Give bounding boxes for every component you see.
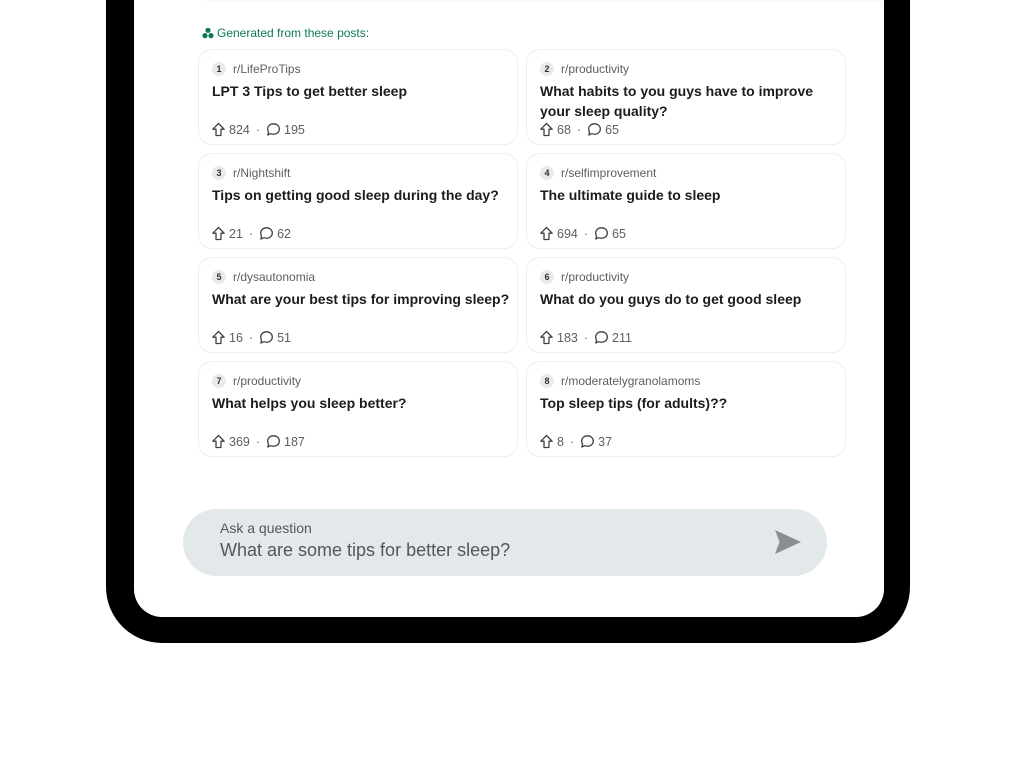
reddit-cluster-icon (202, 27, 214, 39)
post-subreddit[interactable]: r/productivity (561, 270, 630, 284)
comment-icon (259, 226, 274, 241)
post-stats (211, 122, 305, 137)
post-card-header (212, 166, 290, 180)
post-stats (539, 330, 632, 345)
post-upvotes: 824 (229, 122, 250, 137)
post-card-header (540, 270, 629, 284)
post-comments: 65 (605, 122, 619, 137)
post-subreddit[interactable]: r/productivity (233, 374, 302, 388)
post-upvotes: 694 (557, 226, 578, 241)
upvote-icon (211, 330, 226, 345)
post-card-header (540, 62, 629, 76)
post-comments: 211 (612, 330, 632, 345)
comment-icon (266, 122, 281, 137)
post-comments: 51 (277, 330, 291, 345)
post-title[interactable]: Top sleep tips (for adults)?? (540, 395, 728, 411)
post-comments: 187 (284, 434, 305, 449)
post-title[interactable]: What helps you sleep better? (212, 395, 407, 411)
stat-separator: · (576, 122, 582, 137)
upvote-icon (211, 122, 226, 137)
post-rank-badge: 7 (212, 374, 226, 388)
upvote-icon (211, 226, 226, 241)
post-stats (539, 122, 619, 137)
post-card-header (540, 374, 700, 388)
post-rank-badge: 2 (540, 62, 554, 76)
comment-icon (594, 226, 609, 241)
post-title[interactable]: What do you guys do to get good sleep (540, 291, 802, 307)
comment-icon (259, 330, 274, 345)
post-subreddit[interactable]: r/Nightshift (233, 166, 291, 180)
source-post-card[interactable] (198, 361, 518, 457)
source-post-grid (198, 49, 846, 457)
source-post-card[interactable] (526, 153, 846, 249)
send-button[interactable] (771, 527, 805, 559)
stat-separator: · (583, 226, 589, 241)
stat-separator: · (248, 330, 254, 345)
post-rank-badge: 6 (540, 270, 554, 284)
post-rank-badge: 3 (212, 166, 226, 180)
source-post-card[interactable] (526, 361, 846, 457)
post-title[interactable]: LPT 3 Tips to get better sleep (212, 83, 408, 99)
post-title[interactable]: What habits to you guys have to improve your sleep quality? (540, 83, 814, 119)
post-upvotes: 68 (557, 122, 571, 137)
stat-separator: · (569, 434, 575, 449)
source-post-card[interactable] (198, 49, 518, 145)
ask-question-box[interactable] (183, 509, 827, 576)
send-arrow-icon (773, 528, 803, 559)
post-title[interactable]: The ultimate guide to sleep (540, 187, 721, 203)
source-post-card[interactable] (198, 257, 518, 353)
post-comments: 65 (612, 226, 626, 241)
post-subreddit[interactable]: r/moderatelygranolamoms (561, 374, 701, 388)
post-upvotes: 369 (229, 434, 250, 449)
post-stats (539, 434, 612, 449)
post-comments: 62 (277, 226, 291, 241)
post-stats (539, 226, 626, 241)
ask-question-input[interactable] (220, 539, 740, 561)
post-comments: 195 (284, 122, 305, 137)
sources-heading (202, 25, 369, 41)
post-subreddit[interactable]: r/LifeProTips (233, 62, 301, 76)
app-screen (134, 0, 884, 617)
stat-separator: · (248, 226, 254, 241)
comment-icon (580, 434, 595, 449)
post-stats (211, 434, 305, 449)
ask-question-label: Ask a question (220, 520, 312, 536)
stat-separator: · (255, 122, 261, 137)
post-card-header (212, 374, 301, 388)
post-card-header (212, 270, 315, 284)
post-title[interactable]: Tips on getting good sleep during the day? (212, 187, 499, 203)
sources-heading-text: Generated from these posts: (217, 26, 370, 40)
stat-separator: · (583, 330, 589, 345)
upvote-icon (539, 122, 554, 137)
post-upvotes: 21 (229, 226, 243, 241)
comment-icon (266, 434, 281, 449)
upvote-icon (211, 434, 226, 449)
upvote-icon (539, 330, 554, 345)
post-card-header (540, 166, 656, 180)
post-comments: 37 (598, 434, 613, 449)
upvote-icon (539, 226, 554, 241)
upvote-icon (539, 434, 554, 449)
post-rank-badge: 8 (540, 374, 554, 388)
post-stats (211, 330, 291, 345)
post-stats (211, 226, 291, 241)
stat-separator: · (255, 434, 261, 449)
post-rank-badge: 4 (540, 166, 554, 180)
post-subreddit[interactable]: r/productivity (561, 62, 630, 76)
comment-icon (594, 330, 609, 345)
post-subreddit[interactable]: r/selfimprovement (561, 166, 657, 180)
source-post-card[interactable] (526, 49, 846, 145)
post-upvotes: 8 (557, 434, 564, 449)
comment-icon (587, 122, 602, 137)
source-post-card[interactable] (198, 153, 518, 249)
post-subreddit[interactable]: r/dysautonomia (233, 270, 316, 284)
post-upvotes: 183 (557, 330, 578, 345)
source-post-card[interactable] (526, 257, 846, 353)
post-rank-badge: 1 (212, 62, 226, 76)
post-title[interactable]: What are your best tips for improving sleep? (212, 291, 510, 307)
post-rank-badge: 5 (212, 270, 226, 284)
post-upvotes: 16 (229, 330, 243, 345)
post-card-header (212, 62, 301, 76)
